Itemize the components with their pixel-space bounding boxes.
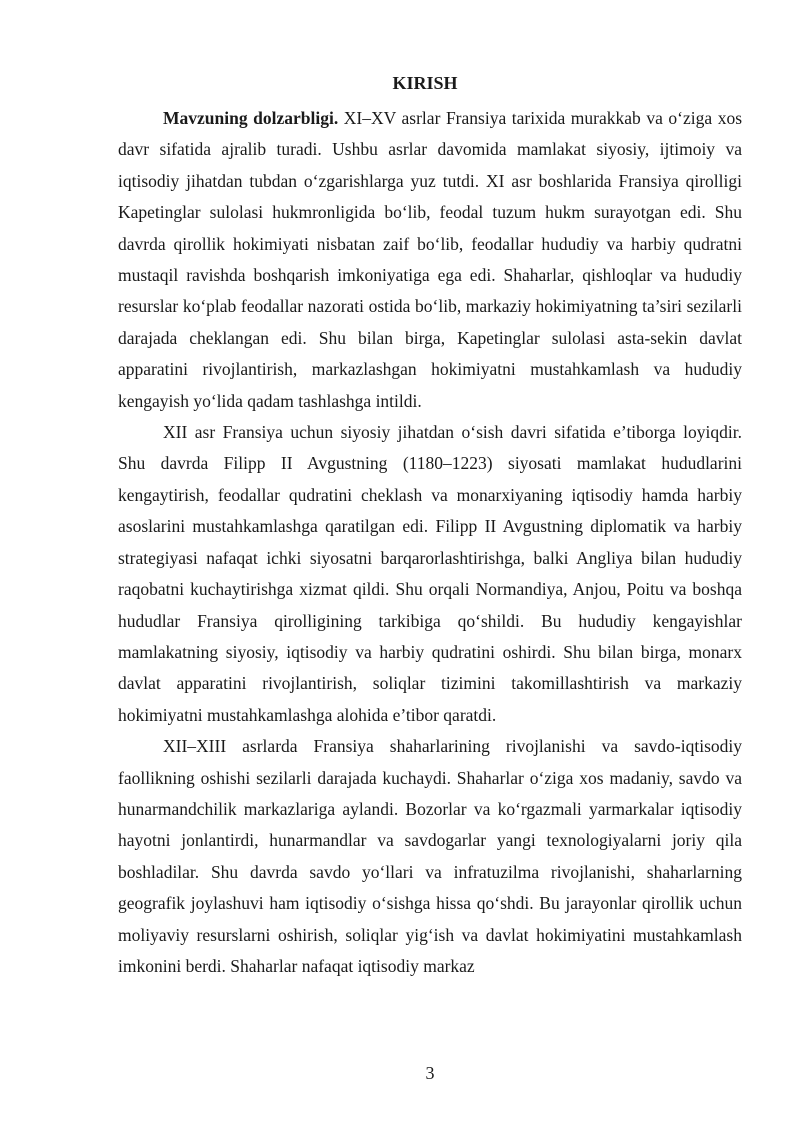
paragraph-relevance — [118, 103, 742, 417]
paragraph-towns-development: XII–XIII asrlarda Fransiya shaharlarining rivojlanishi va savdo-iqtisodiy faollikning oshishi sezilarli darajada kuchaydi. Shaharlar o‘ziga xos madaniy, savdo va hunarmandchilik markazlariga aylandi. Bozorlar va ko‘rgazmali yarmarkalar iqtisodiy hayotni jonlantirdi, hunarmandlar va savdogarlar yangi texnologiyalarni joriy qila boshladilar. Shu davrda savdo yo‘llari va infratuzilma rivojlanishi, shaharlarning geografik joylashuvi ham iqtisodiy o‘sishga hissa qo‘shdi. Bu jarayonlar qirollik uchun moliyaviy resurslarni oshirish, soliqlar yig‘ish va davlat hokimiyatini mustahkamlash imkonini berdi. Shaharlar nafaqat iqtisodiy markaz — [118, 736, 742, 976]
body-text — [118, 103, 742, 982]
paragraph-twelfth-century: XII asr Fransiya uchun siyosiy jihatdan o‘sish davri sifatida e’tiborga loyiqdir. Shu davrda Filipp II Avgustning (1180–1223) siyosati mamlakat hududlarini kengaytirish, feodallar qudratini cheklash va monarxiyaning iqtisodiy hamda harbiy asoslarini mustahkamlashga qaratilgan edi. Filipp II Avgustning diplomatik va harbiy strategiyasi nafaqat ichki siyosatni barqarorlashtirishga, balki Angliya bilan hududiy raqobatni kuchaytirishga xizmat qildi. Shu orqali Normandiya, Anjou, Poitu va boshqa hududlar Fransiya qirolligining tarkibiga qo‘shildi. Bu hududiy kengayishlar mamlakatning siyosiy, iqtisodiy va harbiy qudratini oshirdi. Shu bilan birga, monarx davlat apparatini rivojlantirish, soliqlar tizimini takomillashtirish va markaziy hokimiyatni mustahkamlashga alohida e’tibor qaratdi. — [118, 422, 742, 725]
page-number: 3 — [425, 1063, 435, 1083]
section-heading: KIRISH — [392, 73, 458, 93]
paragraph-lead: Mavzuning dolzarbligi. — [163, 108, 339, 128]
paragraph-text: XI–XV asrlar Fransiya tarixida murakkab va o‘ziga xos davr sifatida ajralib turadi. Ushbu asrlar davomida mamlakat siyosiy, ijtimoiy va iqtisodiy jihatdan tubdan o‘zgarishlarga yuz tutdi. XI asr boshlarida Fransiya qirolligi Kapetinglar sulolasi hukmronligida bo‘lib, feodal tuzum hukm surayotgan edi. Shu davrda qirollik hokimiyati nisbatan zaif bo‘lib, feodallar hududiy va harbiy qudratni mustaqil ravishda boshqarish imkoniyatiga ega edi. Shaharlar, qishloqlar va hududiy resurslar ko‘plab feodallar nazorati ostida bo‘lib, markaziy hokimiyatning ta’siri sezilarli darajada cheklangan edi. Shu bilan birga, Kapetinglar sulolasi asta-sekin davlat apparatini rivojlantirish, markazlashgan hokimiyatni mustahkamlash va hududiy kengayish yo‘lida qadam tashlashga intildi. — [118, 108, 743, 411]
